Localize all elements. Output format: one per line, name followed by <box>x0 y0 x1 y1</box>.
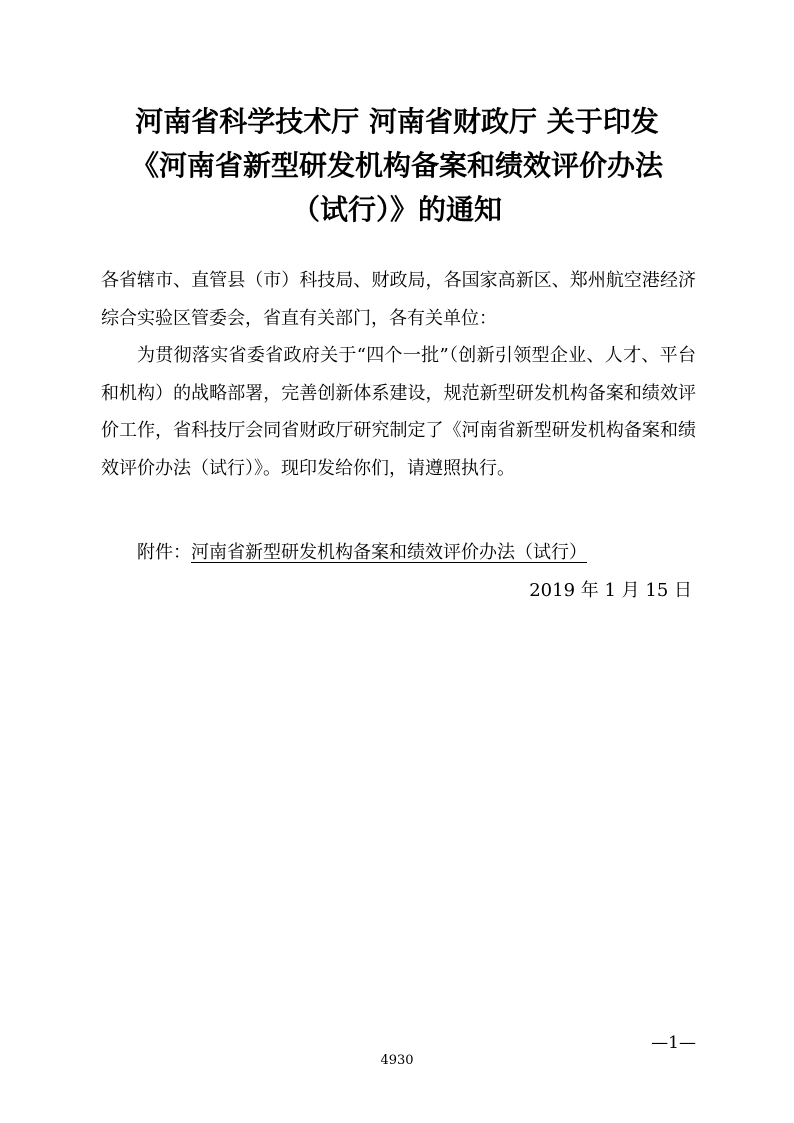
addressee: 各省辖市、直管县（市）科技局、财政局，各国家高新区、郑州航空港经济综合实验区管委会，省直有关部门，各有关单位： <box>101 270 696 329</box>
attachment-label: 附件： <box>137 542 191 563</box>
page-number: —1— <box>651 1033 696 1053</box>
document-title <box>80 100 714 232</box>
title-line-2: 《河南省新型研发机构备案和绩效评价办法 <box>130 149 663 182</box>
title-line-1: 河南省科学技术厅 河南省财政厅 关于印发 <box>135 105 659 138</box>
document-body <box>101 262 696 487</box>
title-line-3: （试行）》的通知 <box>291 193 502 226</box>
issue-date: 2019 年 1 月 15 日 <box>529 580 692 601</box>
footer-code: 4930 <box>380 1053 414 1068</box>
attachment-line <box>137 534 587 572</box>
attachment-link[interactable]: 河南省新型研发机构备案和绩效评价办法（试行） <box>191 542 587 563</box>
body-paragraph: 为贯彻落实省委省政府关于“四个一批”（创新引领型企业、人才、平台和机构）的战略部署，完善创新体系建设，规范新型研发机构备案和绩效评价工作，省科技厅会同省财政厅研究制定了《河南省新型研发机构备案和绩效评价办法（试行）》。现印发给你们，请遵照执行。 <box>101 345 696 479</box>
